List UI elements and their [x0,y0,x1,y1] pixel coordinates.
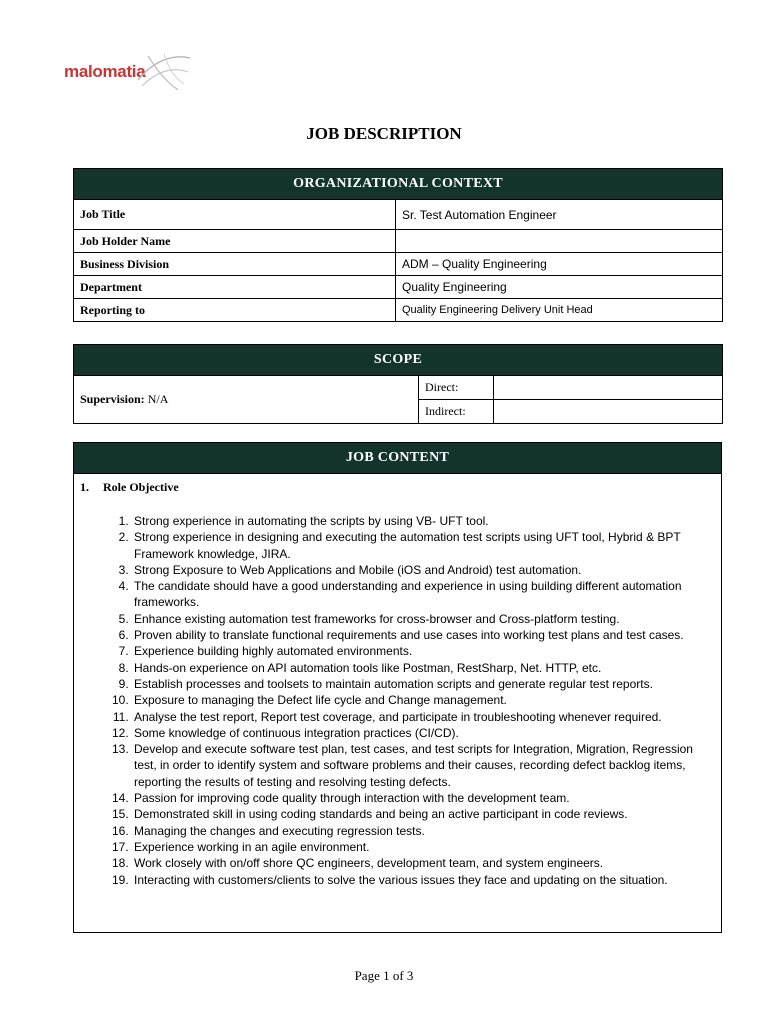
table-row [74,253,723,276]
list-item: 1. Strong experience in automating the scripts by using VB- UFT tool. [132,513,713,529]
list-item: 11. Analyse the test report, Report test coverage, and participate in troubleshooting whenever required. [132,709,713,725]
company-logo [64,50,194,94]
direct-label: Direct: [419,376,494,400]
supervision-value: N/A [147,392,169,406]
section-number: 1. [80,480,89,494]
job-content-body [74,474,722,933]
job-title-label: Job Title [74,200,396,230]
job-content-header: JOB CONTENT [74,443,722,474]
list-item: 16. Managing the changes and executing regression tests. [132,823,713,839]
list-item: 17. Experience working in an agile environment. [132,839,713,855]
job-title-value: Sr. Test Automation Engineer [396,200,723,230]
department-value: Quality Engineering [396,276,723,299]
business-division-value: ADM – Quality Engineering [396,253,723,276]
supervision-label: Supervision: [80,392,145,406]
scope-table [73,344,723,424]
list-item: 14. Passion for improving code quality through interaction with the development team. [132,790,713,806]
table-row [74,200,723,230]
reporting-to-label: Reporting to [74,299,396,322]
department-label: Department [74,276,396,299]
job-holder-name-label: Job Holder Name [74,230,396,253]
section-title: Role Objective [103,480,179,494]
table-row [74,276,723,299]
list-item: 12. Some knowledge of continuous integration practices (CI/CD). [132,725,713,741]
list-item: 18. Work closely with on/off shore QC engineers, development team, and system engineers. [132,855,713,871]
list-item: 7. Experience building highly automated environments. [132,643,713,659]
reporting-to-value: Quality Engineering Delivery Unit Head [396,299,723,322]
indirect-value [494,400,723,424]
role-objective-heading [80,480,713,495]
logo-text: malomatia [64,62,146,81]
list-item: 3. Strong Exposure to Web Applications and Mobile (iOS and Android) test automation. [132,562,713,578]
list-item: 2. Strong experience in designing and executing the automation test scripts using UFT tool, Hybrid & BPT Framework knowledge, JIRA. [132,529,713,562]
table-row [74,230,723,253]
list-item: 13. Develop and execute software test plan, test cases, and test scripts for Integration, Migration, Regression test, in order to identify system and software problems and their causes, recording defect backlog items, reporting the results of testing and resolving testing defects. [132,741,713,790]
job-content-table [73,442,722,933]
scope-header: SCOPE [74,345,723,376]
list-item: 4. The candidate should have a good understanding and experience in using building different automation frameworks. [132,578,713,611]
list-item: 10. Exposure to managing the Defect life cycle and Change management. [132,692,713,708]
organizational-context-table [73,168,723,322]
document-title: JOB DESCRIPTION [306,124,462,143]
list-item: 19. Interacting with customers/clients to solve the various issues they face and updating on the situation. [132,872,713,888]
direct-value [494,376,723,400]
table-row [74,376,723,400]
indirect-label: Indirect: [419,400,494,424]
list-item: 8. Hands-on experience on API automation tools like Postman, RestSharp, Net. HTTP, etc. [132,660,713,676]
logo-swoosh-icon [134,50,194,94]
role-objective-list [80,513,713,888]
list-item: 9. Establish processes and toolsets to maintain automation scripts and generate regular test reports. [132,676,713,692]
list-item: 6. Proven ability to translate functional requirements and use cases into working test plans and test cases. [132,627,713,643]
business-division-label: Business Division [74,253,396,276]
list-item: 5. Enhance existing automation test frameworks for cross-browser and Cross-platform testing. [132,611,713,627]
supervision-cell [74,376,419,424]
list-item: 15. Demonstrated skill in using coding standards and being an active participant in code reviews. [132,806,713,822]
job-holder-name-value [396,230,723,253]
table-row [74,299,723,322]
org-context-header: ORGANIZATIONAL CONTEXT [74,169,723,200]
page-number: Page 1 of 3 [354,968,414,983]
